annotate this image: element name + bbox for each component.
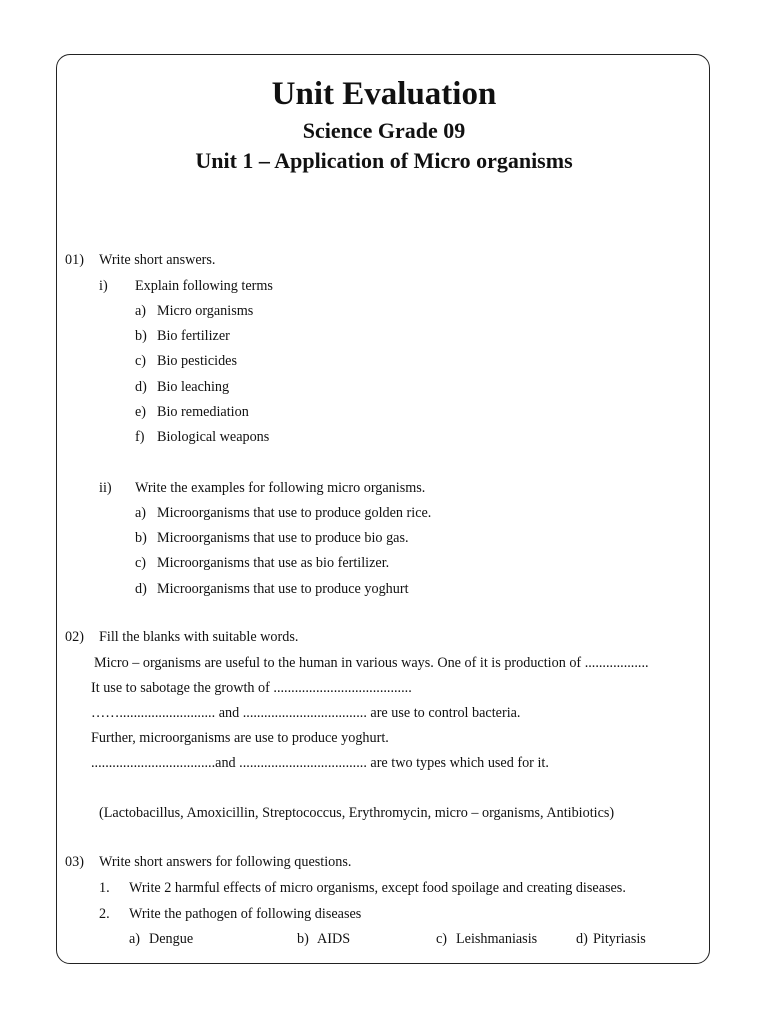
question-number: 01) xyxy=(65,252,84,268)
question-text: Write short answers. xyxy=(99,252,216,268)
item-label: c) xyxy=(135,353,147,369)
question-number: 02) xyxy=(65,629,84,645)
item-text: Bio fertilizer xyxy=(157,328,230,344)
question-text: Write short answers for following questions. xyxy=(99,854,352,870)
item-label: b) xyxy=(135,328,147,344)
disease-name: AIDS xyxy=(317,931,351,947)
item-text: Write 2 harmful effects of micro organisms, except food spoilage and creating diseases. xyxy=(129,880,626,896)
item-text: Write the pathogen of following diseases xyxy=(129,906,362,922)
disease-name: Pityriasis xyxy=(593,931,646,947)
unit-title: Unit 1 – Application of Micro organisms xyxy=(195,148,573,173)
fill-blank-line: Micro – organisms are useful to the human in various ways. One of it is production of .................. xyxy=(94,655,649,671)
page-title: Unit Evaluation xyxy=(271,76,497,112)
item-text: Micro organisms xyxy=(157,303,254,319)
question-number: 03) xyxy=(65,854,84,870)
item-text: Bio remediation xyxy=(157,404,249,420)
fill-blank-line: ……........................... and ................................... are use to control bacteria. xyxy=(91,705,521,721)
item-text: Biological weapons xyxy=(157,429,270,445)
item-label: 1. xyxy=(99,880,110,896)
item-label: d) xyxy=(135,379,147,395)
sub-question-text: Explain following terms xyxy=(135,278,273,294)
item-label: e) xyxy=(135,404,147,420)
fill-blank-line: ...................................and .................................... are two types which used for it. xyxy=(91,755,549,771)
fill-blank-line: It use to sabotage the growth of ....................................... xyxy=(91,680,412,696)
item-text: Microorganisms that use to produce golden rice. xyxy=(157,505,432,521)
item-text: Bio pesticides xyxy=(157,353,237,369)
item-label: f) xyxy=(135,429,145,445)
item-label: a) xyxy=(135,505,147,521)
page-subtitle: Science Grade 09 xyxy=(302,118,466,143)
item-text: Microorganisms that use to produce yoghurt xyxy=(157,581,409,597)
item-label: b) xyxy=(135,530,147,546)
question-text: Fill the blanks with suitable words. xyxy=(99,629,299,645)
item-label: c) xyxy=(135,555,147,571)
item-text: Microorganisms that use to produce bio gas. xyxy=(157,530,409,546)
item-label: d) xyxy=(135,581,147,597)
item-label: a) xyxy=(135,303,147,319)
sub-question-number: i) xyxy=(99,278,108,294)
disease-name: Leishmaniasis xyxy=(456,931,538,947)
word-bank: (Lactobacillus, Amoxicillin, Streptococcus, Erythromycin, micro – organisms, Antibiotics) xyxy=(99,805,615,821)
disease-label: d) xyxy=(576,931,588,947)
disease-label: a) xyxy=(129,931,141,947)
disease-name: Dengue xyxy=(149,931,194,947)
sub-question-number: ii) xyxy=(99,480,112,496)
fill-blank-line: Further, microorganisms are use to produce yoghurt. xyxy=(91,730,389,746)
item-label: 2. xyxy=(99,906,110,922)
disease-label: b) xyxy=(297,931,309,947)
disease-label: c) xyxy=(436,931,448,947)
sub-question-text: Write the examples for following micro organisms. xyxy=(135,480,426,496)
item-text: Microorganisms that use as bio fertilizer. xyxy=(157,555,390,571)
item-text: Bio leaching xyxy=(157,379,230,395)
